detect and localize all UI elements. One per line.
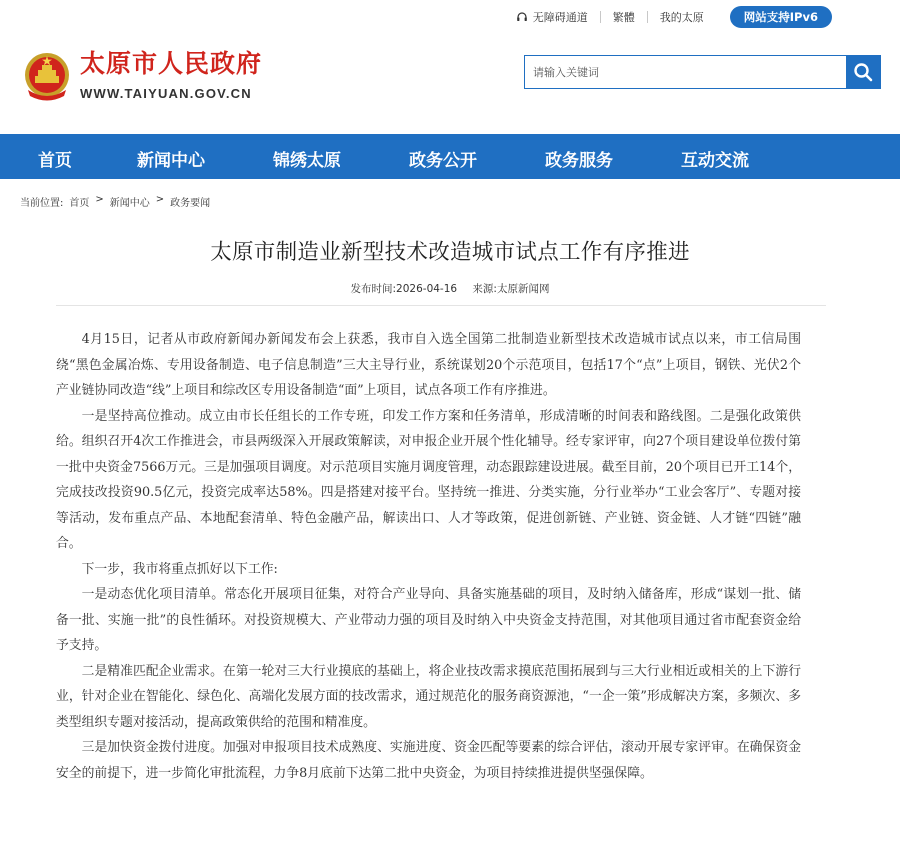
breadcrumb-separator: > <box>95 194 104 205</box>
nav-item-interaction[interactable]: 互动交流 <box>681 151 749 171</box>
breadcrumb-news-center[interactable]: 新闻中心 <box>109 198 150 209</box>
site-url: WWW.TAIYUAN.GOV.CN <box>80 86 252 101</box>
article-paragraph: 4月15日，记者从市政府新闻办新闻发布会上获悉，我市自入选全国第二批制造业新型技术改造城市试点以来，市工信局围绕“黑色金属冶炼、专用设备制造、电子信息制造”三大主导行业，系统谋划20个示范项目，包括17个“点”上项目，钢铁、光伏2个产业链协同改造“线”上项目和综改区专用设备制造“面”上项目，试点各项工作有序推进。 <box>56 332 801 398</box>
my-taiyuan-link[interactable]: 我的太原 <box>659 11 704 24</box>
headphone-icon <box>516 11 528 23</box>
search-button[interactable] <box>846 56 880 88</box>
article-paragraph: 三是加快资金拨付进度。加强对申报项目技术成熟度、实施进度、资金匹配等要素的综合评估，滚动开展专家评审。在确保资金安全的前提下，进一步简化审批流程，力争8月底前下达第二批中央资金，为项目持续推进提供坚强保障。 <box>56 740 801 781</box>
accessibility-label: 无障碍通道 <box>532 11 588 24</box>
article-body <box>56 327 801 786</box>
search-input[interactable] <box>525 56 846 88</box>
nav-item-government-affairs[interactable]: 政务公开 <box>409 151 477 171</box>
divider <box>56 305 826 306</box>
breadcrumb-separator: > <box>155 194 165 205</box>
article-source: 来源:太原新闻网 <box>472 283 550 295</box>
article-paragraph: 一是动态优化项目清单。常态化开展项目征集，对符合产业导向、具备实施基础的项目，及时纳入储备库，形成“谋划一批、储备一批、实施一批”的良性循环。对投资规模大、产业带动力强的项目及时纳入中央资金支持范围，对其他项目通过省市配套资金给予支持。 <box>56 587 801 653</box>
national-emblem-logo[interactable] <box>20 50 74 104</box>
breadcrumb-prefix: 当前位置: <box>20 198 64 209</box>
nav-item-home[interactable]: 首页 <box>38 151 72 171</box>
site-name: 太原市人民政府 <box>80 49 263 78</box>
article-paragraph: 二是精准匹配企业需求。在第一轮对三大行业摸底的基础上，将企业技改需求摸底范围拓展到与三大行业相近或相关的上下游行业，针对企业在智能化、绿色化、高端化发展方面的技改需求，通过规范化的服务商资源池，“一企一策”形成解决方案，多频次、多类型组织专题对接活动，提高政策供给的范围和精准度。 <box>56 663 801 730</box>
article-paragraph: 一是坚持高位推动。成立由市长任组长的工作专班，印发工作方案和任务清单，形成清晰的时间表和路线图。二是强化政策供给。组织召开4次工作推进会，市县两级深入开展政策解读，对申报企业开展个性化辅导。经专家评审，向27个项目建设单位拨付第一批中央资金7566万元。三是加强项目调度。对示范项目实施月调度管理，动态跟踪建设进展。截至目前，20个项目已开工14个，完成技改投资90.5亿元，投资完成率达58%。四是搭建对接平台。坚持统一推进、分类实施，分行业举办“工业会客厅”、专题对接等活动，发布重点产品、本地配套清单、特色金融产品，解读出口、人才等政策，促进创新链、产业链、资金链、人才链“四链”融合。 <box>56 408 801 551</box>
nav-item-news-center[interactable]: 新闻中心 <box>137 151 205 171</box>
nav-item-government-services[interactable]: 政务服务 <box>545 151 613 171</box>
main-nav <box>0 134 900 179</box>
top-utility-bar <box>504 6 832 28</box>
publish-date: 发布时间:2026-04-16 <box>350 283 458 295</box>
article-paragraph: 下一步，我市将重点抓好以下工作: <box>81 561 278 577</box>
ipv6-badge[interactable]: 网站支持IPv6 <box>730 6 832 28</box>
article-title: 太原市制造业新型技术改造城市试点工作有序推进 <box>210 240 690 265</box>
traditional-chinese-link[interactable]: 繁體 <box>612 11 635 24</box>
breadcrumb-current[interactable]: 政务要闻 <box>170 198 211 209</box>
search-box <box>524 55 881 89</box>
accessibility-link[interactable] <box>504 9 600 25</box>
article-meta <box>0 281 900 296</box>
search-icon <box>853 62 873 82</box>
breadcrumb <box>20 194 216 209</box>
nav-item-splendid-taiyuan[interactable]: 锦绣太原 <box>273 151 341 171</box>
breadcrumb-home[interactable]: 首页 <box>69 198 90 209</box>
